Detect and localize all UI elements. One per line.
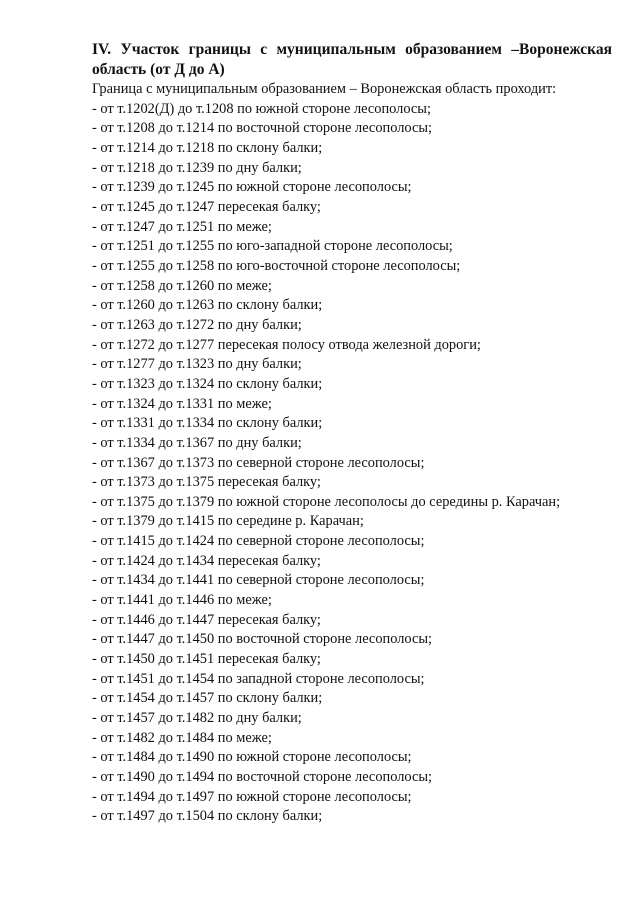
list-item: - от т.1434 до т.1441 по северной стороне лесополосы;	[92, 572, 425, 589]
list-item: - от т.1490 до т.1494 по восточной стороне лесополосы;	[92, 769, 433, 786]
list-item: - от т.1373 до т.1375 пересекая балку;	[92, 474, 321, 491]
list-item: - от т.1272 до т.1277 пересекая полосу отвода железной дороги;	[92, 336, 481, 353]
list-item: - от т.1446 до т.1447 пересекая балку;	[92, 611, 321, 628]
list-item: - от т.1323 до т.1324 по склону балки;	[92, 375, 323, 392]
list-item: - от т.1263 до т.1272 по дну балки;	[92, 316, 302, 333]
list-item: - от т.1324 до т.1331 по меже;	[92, 395, 272, 412]
list-item: - от т.1245 до т.1247 пересекая балку;	[92, 198, 321, 215]
list-item: - от т.1255 до т.1258 по юго-восточной стороне лесополосы;	[92, 257, 461, 274]
list-item: - от т.1208 до т.1214 по восточной стороне лесополосы;	[92, 120, 433, 137]
section-heading-line-1: IV. Участок границы с муниципальным образованием –Воронежская	[92, 41, 612, 58]
list-item: - от т.1367 до т.1373 по северной стороне лесополосы;	[92, 454, 425, 471]
list-item: - от т.1415 до т.1424 по северной стороне лесополосы;	[92, 533, 425, 550]
list-item: - от т.1379 до т.1415 по середине р. Карачан;	[92, 513, 364, 530]
list-item: - от т.1451 до т.1454 по западной стороне лесополосы;	[92, 670, 425, 687]
list-item: - от т.1218 до т.1239 по дну балки;	[92, 159, 302, 176]
list-item: - от т.1247 до т.1251 по меже;	[92, 218, 272, 235]
list-item: - от т.1424 до т.1434 пересекая балку;	[92, 552, 321, 569]
boundary-segment-list	[92, 100, 612, 827]
document-page	[92, 40, 612, 827]
list-item: - от т.1375 до т.1379 по южной стороне лесополосы до середины р. Карачан;	[92, 493, 561, 510]
list-item: - от т.1277 до т.1323 по дну балки;	[92, 356, 302, 373]
list-item: - от т.1454 до т.1457 по склону балки;	[92, 690, 323, 707]
list-item: - от т.1202(Д) до т.1208 по южной стороне лесополосы;	[92, 100, 431, 117]
list-item: - от т.1334 до т.1367 по дну балки;	[92, 434, 302, 451]
list-item: - от т.1251 до т.1255 по юго-западной стороне лесополосы;	[92, 238, 453, 255]
list-item: - от т.1331 до т.1334 по склону балки;	[92, 415, 323, 432]
list-item: - от т.1258 до т.1260 по меже;	[92, 277, 272, 294]
list-item: - от т.1260 до т.1263 по склону балки;	[92, 297, 323, 314]
list-item: - от т.1484 до т.1490 по южной стороне лесополосы;	[92, 749, 412, 766]
list-item: - от т.1494 до т.1497 по южной стороне лесополосы;	[92, 788, 412, 805]
list-item: - от т.1450 до т.1451 пересекая балку;	[92, 651, 321, 668]
list-item: - от т.1239 до т.1245 по южной стороне лесополосы;	[92, 179, 412, 196]
list-item: - от т.1457 до т.1482 по дну балки;	[92, 710, 302, 727]
list-item: - от т.1497 до т.1504 по склону балки;	[92, 808, 323, 825]
list-item: - от т.1214 до т.1218 по склону балки;	[92, 140, 323, 157]
section-heading-line-2: область (от Д до А)	[92, 61, 225, 78]
intro-paragraph: Граница с муниципальным образованием – Воронежская область проходит:	[92, 81, 557, 97]
list-item: - от т.1482 до т.1484 по меже;	[92, 729, 272, 746]
list-item: - от т.1441 до т.1446 по меже;	[92, 592, 272, 609]
list-item: - от т.1447 до т.1450 по восточной стороне лесополосы;	[92, 631, 433, 648]
section-heading	[92, 40, 612, 80]
